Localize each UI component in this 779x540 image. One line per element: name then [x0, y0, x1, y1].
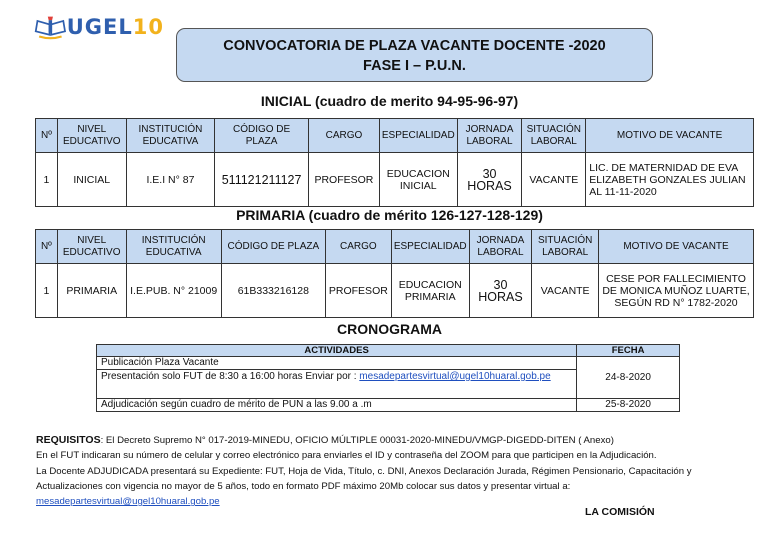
col-header-jornada: JORNADA LABORAL	[457, 119, 522, 153]
col-header-institucion: INSTITUCIÓN EDUCATIVA	[126, 230, 221, 264]
signature-la-comision: LA COMISIÓN	[585, 506, 655, 518]
ugel10-logo	[34, 10, 164, 44]
primaria-vacancy-table	[35, 229, 754, 318]
col-header-cargo: CARGO	[309, 119, 380, 153]
cronograma-title: CRONOGRAMA	[337, 321, 442, 337]
cell-motivo: CESE POR FALLECIMIENTO DE MONICA MUÑOZ LUARTE, SEGÚN RD N° 1782-2020	[599, 264, 754, 318]
col-header-cargo: CARGO	[325, 230, 391, 264]
activity-presentacion	[97, 370, 577, 399]
table-row	[36, 153, 754, 207]
requisitos-email-link[interactable]: mesadepartesvirtual@ugel10huaral.gob.pe	[36, 496, 220, 508]
cell-number: 1	[36, 264, 58, 318]
col-header-especialidad: ESPECIALIDAD	[391, 230, 469, 264]
inicial-section-title: INICIAL (cuadro de merito 94-95-96-97)	[260, 93, 519, 109]
cell-motivo: LIC. DE MATERNIDAD DE EVA ELIZABETH GONZALES JULIAN AL 11-11-2020	[586, 153, 754, 207]
date-presentacion: 24-8-2020	[577, 357, 680, 399]
col-header-institucion: INSTITUCIÓN EDUCATIVA	[126, 119, 215, 153]
inicial-vacancy-table	[35, 118, 754, 207]
activity-presentacion-text: Presentación solo FUT de 8:30 a 16:00 horas Enviar por :	[101, 371, 360, 382]
page-title: CONVOCATORIA DE PLAZA VACANTE DOCENTE -2020	[223, 38, 606, 54]
col-header-situacion: SITUACIÓN LABORAL	[532, 230, 599, 264]
col-header-codigo: CÓDIGO DE PLAZA	[215, 119, 309, 153]
col-header-codigo: CÓDIGO DE PLAZA	[221, 230, 325, 264]
cell-jornada: 30 HORAS	[457, 153, 522, 207]
cell-cargo: PROFESOR	[309, 153, 380, 207]
cronograma-table	[96, 344, 680, 412]
col-header-motivo: MOTIVO DE VACANTE	[586, 119, 754, 153]
cell-nivel: PRIMARIA	[57, 264, 126, 318]
table-row	[97, 357, 680, 370]
col-header-fecha: FECHA	[577, 345, 680, 357]
email-link[interactable]: mesadepartesvirtual@ugel10huaral.gob.pe	[359, 371, 551, 382]
col-header-number: Nº	[36, 230, 58, 264]
primaria-section-title: PRIMARIA (cuadro de mérito 126-127-128-129)	[236, 207, 543, 223]
cell-nivel: INICIAL	[57, 153, 126, 207]
col-header-motivo: MOTIVO DE VACANTE	[599, 230, 754, 264]
cell-codigo: 61B333216128	[221, 264, 325, 318]
page-subtitle: FASE I – P.U.N.	[363, 58, 466, 74]
date-adjudicacion: 25-8-2020	[577, 399, 680, 412]
table-header-row	[97, 345, 680, 357]
title-box	[176, 28, 653, 82]
col-header-nivel: NIVEL EDUCATIVO	[57, 230, 126, 264]
requisitos-label: REQUISITOS	[36, 434, 101, 446]
requisitos-line-3: La Docente ADJUDICADA presentará su Expediente: FUT, Hoja de Vida, Título, c. DNI, Anexos Declaración Jurada, Régimen Pensionario, Capacitación y	[36, 465, 692, 477]
requisitos-line-1: : El Decreto Supremo N° 017-2019-MINEDU, OFICIO MÚLTIPLE 00031-2020-MINEDU/VMGP-DIGEDD-DITEN ( Anexo)	[100, 435, 614, 446]
col-header-actividades: ACTIVIDADES	[97, 345, 577, 357]
cell-especialidad: EDUCACION PRIMARIA	[391, 264, 469, 318]
cell-codigo: 511121211127	[215, 153, 309, 207]
cell-institucion: I.E.PUB. N° 21009	[126, 264, 221, 318]
activity-adjudicacion: Adjudicación según cuadro de mérito de PUN a las 9.00 a .m	[97, 399, 577, 412]
cell-situacion: VACANTE	[522, 153, 586, 207]
cell-situacion: VACANTE	[532, 264, 599, 318]
cell-especialidad: EDUCACION INICIAL	[379, 153, 457, 207]
cell-jornada: 30 HORAS	[469, 264, 532, 318]
activity-publicacion: Publicación Plaza Vacante	[97, 357, 577, 370]
requisitos-block	[36, 433, 756, 509]
logo-number-text: 10	[132, 15, 164, 39]
cell-institucion: I.E.I N° 87	[126, 153, 215, 207]
logo-ugel-text: UGEL	[66, 15, 133, 39]
col-header-jornada: JORNADA LABORAL	[469, 230, 532, 264]
col-header-situacion: SITUACIÓN LABORAL	[522, 119, 586, 153]
cell-number: 1	[36, 153, 58, 207]
requisitos-line-2: En el FUT indicaran su número de celular y correo electrónico para enviarles el ID y contraseña del ZOOM para que participen en la Adjudicación.	[36, 450, 657, 462]
table-header-row	[36, 230, 754, 264]
col-header-number: Nº	[36, 119, 58, 153]
requisitos-line-4: Actualizaciones con vigencia no mayor de 5 años, todo en formato PDF máximo 20Mb colocar sus datos y presentar virtual a:	[36, 480, 571, 492]
open-book-torch-icon	[34, 12, 67, 42]
col-header-especialidad: ESPECIALIDAD	[379, 119, 457, 153]
cell-cargo: PROFESOR	[325, 264, 391, 318]
col-header-nivel: NIVEL EDUCATIVO	[57, 119, 126, 153]
table-header-row	[36, 119, 754, 153]
table-row	[97, 399, 680, 412]
table-row	[36, 264, 754, 318]
